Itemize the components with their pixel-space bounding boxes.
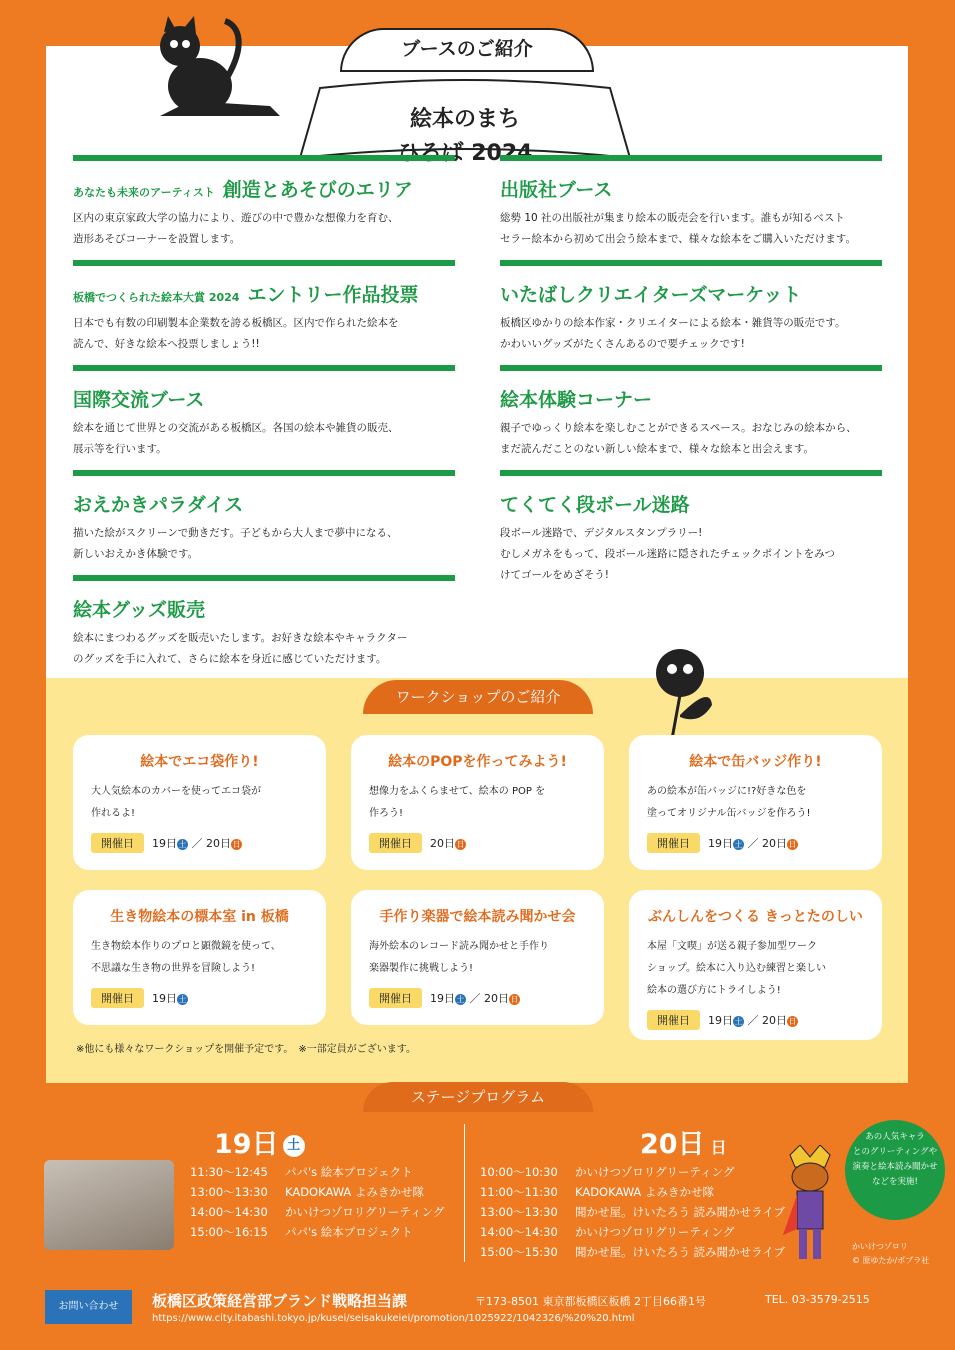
zorori-character bbox=[775, 1145, 845, 1265]
booth-section: 絵本グッズ販売 絵本にまつわるグッズを販売いたします。お好きな絵本やキャラクター のグッズを手に入れて、さらに絵本を身近に感じていただけます。 bbox=[73, 575, 455, 670]
greeting-bubble: あの人気キャラ とのグリーティングや 演奏と絵本読み聞かせ などを実施! bbox=[845, 1120, 945, 1220]
cat-illustration bbox=[150, 16, 290, 126]
header-title-2: ひろば 2024 bbox=[397, 141, 533, 166]
day2-program: 10:00〜10:30 かいけつゾロリグリーティング 11:00〜11:30 KADOKAWA よみきかせ隊 13:00〜13:30 聞かせ屋。けいたろう 読み聞かせライブ 14:00〜14:30 かいけつゾロリグリーティング 15:00〜15:30 聞かせ屋。けいたろう 読み聞かせライブ bbox=[480, 1165, 785, 1259]
stage-ribbon: ステージプログラム bbox=[333, 1080, 623, 1128]
booth-section: あなたも未来のアーティスト 創造とあそびのエリア 区内の東京家政大学の協力により、遊びの中で豊かな想像力を育む、 造形あそびコーナーを設置します。 bbox=[73, 155, 455, 250]
day1-heading: 19日 土 bbox=[214, 1122, 305, 1161]
contact-tag: お問い合わせ bbox=[45, 1290, 132, 1324]
workshop-card: 手作り楽器で絵本読み聞かせ会 海外絵本のレコード読み聞かせと手作り 楽器製作に挑戦しよう! 開催日 19日 土 ／ 20日 日 bbox=[351, 890, 604, 1025]
header-title-1: 絵本のまち bbox=[409, 107, 520, 132]
contact-tel: TEL. 03-3579-2515 bbox=[765, 1293, 870, 1306]
header-ribbon bbox=[300, 28, 630, 166]
contact-dept: 板橋区政策経営部ブランド戦略担当課 bbox=[152, 1292, 408, 1310]
workshop-card: 絵本でエコ袋作り! 大人気絵本のカバーを使ってエコ袋が 作れるよ! 開催日 19日 土 ／ 20日 日 bbox=[73, 735, 326, 870]
stage-photo bbox=[44, 1160, 174, 1250]
booth-section: 出版社ブース 総勢 10 社の出版社が集まり絵本の販売会を行います。誰もが知るベスト セラー絵本から初めて出会う絵本まで、様々な絵本をご購入いただけます。 bbox=[500, 155, 882, 250]
booth-section: てくてく段ボール迷路 段ボール迷路で、デジタルスタンプラリー! むしメガネをもって、段ボール迷路に隠されたチェックポイントをみつ けてゴールをめざそう! bbox=[500, 470, 882, 586]
workshop-card: ぶんしんをつくる きっとたのしい 本屋「文喫」が送る親子参加型ワーク ショップ。絵本に入り込む練習と楽しい 絵本の選び方にトライしよう! 開催日 19日 土 ／ 20日 日 bbox=[629, 890, 882, 1040]
day2-heading: 20日 日 bbox=[640, 1129, 727, 1160]
booth-section: 板橋でつくられた絵本大賞 2024 エントリー作品投票 日本でも有数の印刷製本企業数を誇る板橋区。区内で作られた絵本を 読んで、好きな絵本へ投票しましょう!! bbox=[73, 260, 455, 355]
contact-url[interactable]: https://www.city.itabashi.tokyo.jp/kusei/seisakukeiei/promotion/1025922/1042326/%20%20.html bbox=[152, 1313, 635, 1324]
booth-section: おえかきパラダイス 描いた絵がスクリーンで動きだす。子どもから大人まで夢中になる、 新しいおえかき体験です。 bbox=[73, 470, 455, 565]
booth-section: いたばしクリエイターズマーケット 板橋区ゆかりの絵本作家・クリエイターによる絵本・雑貨等の販売です。 かわいいグッズがたくさんあるので要チェックです! bbox=[500, 260, 882, 355]
contact-address: 〒173-8501 東京都板橋区板橋 2丁目66番1号 bbox=[475, 1295, 706, 1308]
character-credit: かいけつゾロリ © 原ゆたか/ポプラ社 bbox=[852, 1242, 930, 1265]
workshop-note: ※他にも様々なワークショップを開催予定です。 ※一部定員がございます。 bbox=[76, 1044, 416, 1055]
divider bbox=[464, 1124, 465, 1262]
workshop-ribbon: ワークショップのご紹介 bbox=[333, 672, 623, 728]
header-subtitle: ブースのご紹介 bbox=[340, 28, 594, 72]
day1-program: 11:30〜12:45 パパ's 絵本プロジェクト 13:00〜13:30 KADOKAWA よみきかせ隊 14:00〜14:30 かいけつゾロリグリーティング 15:00〜16:15 パパ's 絵本プロジェクト bbox=[190, 1165, 445, 1239]
workshop-card: 絵本のPOPを作ってみよう! 想像力をふくらませて、絵本の POP を 作ろう! 開催日 20日 日 bbox=[351, 735, 604, 870]
booth-section: 国際交流ブース 絵本を通じて世界との交流がある板橋区。各国の絵本や雑貨の販売、 展示等を行います。 bbox=[73, 365, 455, 460]
workshop-card: 絵本で缶バッジ作り! あの絵本が缶バッジに!?好きな色を 塗ってオリジナル缶バッジを作ろう! 開催日 19日 土 ／ 20日 日 bbox=[629, 735, 882, 870]
workshop-card: 生き物絵本の標本室 in 板橋 生き物絵本作りのプロと顕微鏡を使って、 不思議な生き物の世界を冒険しよう! 開催日 19日 土 bbox=[73, 890, 326, 1025]
booth-section: 絵本体験コーナー 親子でゆっくり絵本を楽しむことができるスペース。おなじみの絵本から、 まだ読んだことのない新しい絵本まで、様々な絵本と出会えます。 bbox=[500, 365, 882, 460]
